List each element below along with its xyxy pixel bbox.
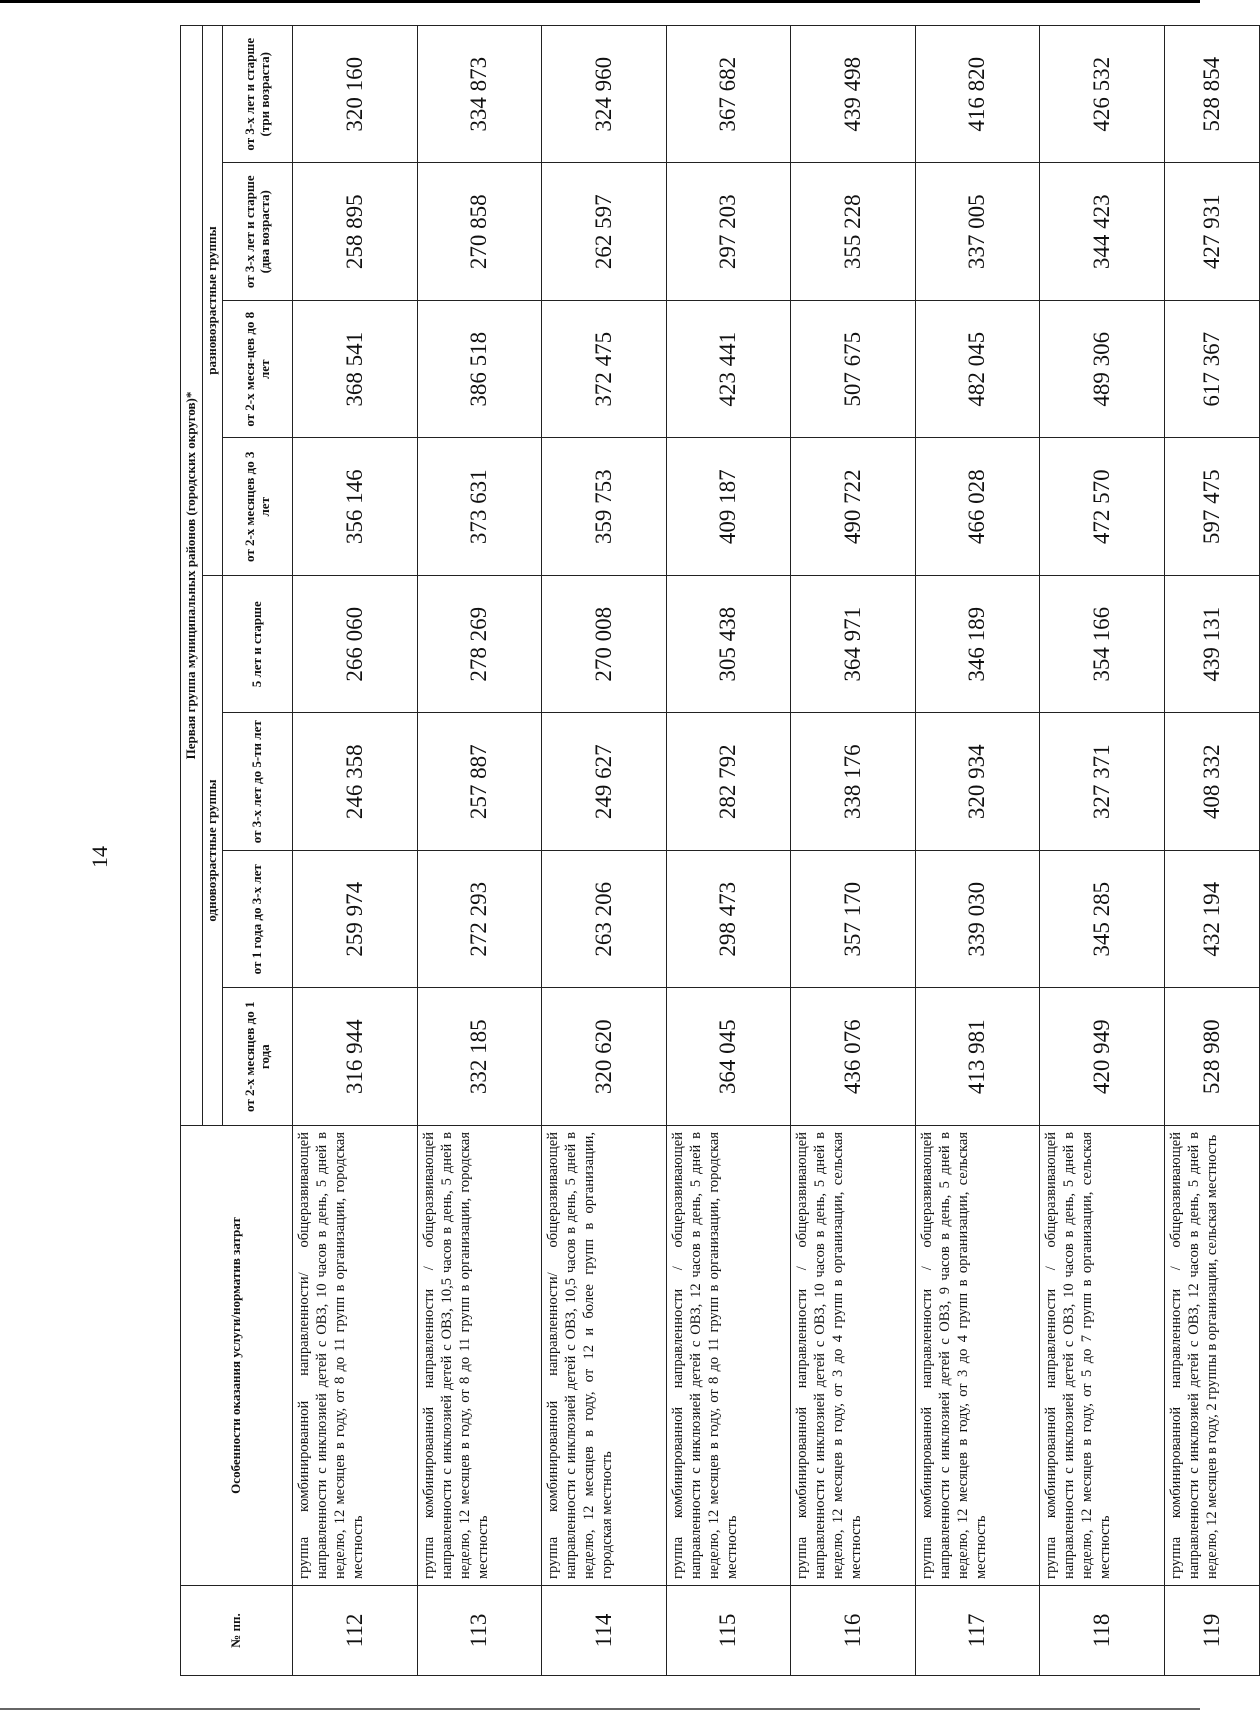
row-description: группа комбинированной направленности/ общеразвивающей направленности с инклюзией детей с ОВЗ, 10,5 часов в день, 5 дней в неделю, 12 месяцев в году, от 12 и более групп в организации, городская местность [542, 1126, 667, 1586]
cost-value-cell: 258 895 [293, 163, 418, 301]
table-row [1040, 26, 1165, 1676]
header-col: от 2-х месяцев до 1 года [223, 988, 293, 1126]
cost-value-cell: 298 473 [666, 851, 791, 989]
table-row [915, 26, 1040, 1676]
table-row [417, 26, 542, 1676]
table-row [542, 26, 667, 1676]
cost-value-cell: 466 028 [915, 438, 1040, 576]
cost-value-cell: 262 597 [542, 163, 667, 301]
cost-value-cell: 246 358 [293, 713, 418, 851]
header-number: № пп. [181, 1586, 293, 1676]
cost-value-cell: 257 887 [417, 713, 542, 851]
cost-value-cell: 334 873 [417, 26, 542, 164]
row-number: 113 [417, 1586, 542, 1676]
cost-value-cell: 507 675 [791, 301, 916, 439]
cost-value-cell: 320 160 [293, 26, 418, 164]
cost-value-cell: 489 306 [1040, 301, 1165, 439]
cost-value-cell: 305 438 [666, 576, 791, 714]
cost-value-cell: 354 166 [1040, 576, 1165, 714]
row-description: группа комбинированной направленности / общеразвивающей направленности с инклюзией детей с ОВЗ, 12 часов в день, 5 дней в неделю, 12 месяцев в году, 2 группы в организации, сельская местность [1164, 1126, 1260, 1586]
cost-value-cell: 339 030 [915, 851, 1040, 989]
cost-value-cell: 372 475 [542, 301, 667, 439]
row-description: группа комбинированной направленности / общеразвивающей направленности с инклюзией детей с ОВЗ, 10,5 часов в день, 5 дней в неделю, 12 месяцев в году, от 8 до 11 групп в организации, городская местность [417, 1126, 542, 1586]
cost-value-cell: 338 176 [791, 713, 916, 851]
cost-value-cell: 413 981 [915, 988, 1040, 1126]
cost-value-cell: 359 753 [542, 438, 667, 576]
cost-value-cell: 263 206 [542, 851, 667, 989]
row-description: группа комбинированной направленности / общеразвивающей направленности с инклюзией детей с ОВЗ, 9 часов в день, 5 дней в неделю, 12 месяцев в году, от 3 до 4 групп в организации, сельская местность [915, 1126, 1040, 1586]
cost-value-cell: 528 980 [1164, 988, 1260, 1126]
cost-value-cell: 420 949 [1040, 988, 1165, 1126]
cost-value-cell: 346 189 [915, 576, 1040, 714]
cost-value-cell: 266 060 [293, 576, 418, 714]
header-col: 5 лет и старше [223, 576, 293, 714]
row-description: группа комбинированной направленности / общеразвивающей направленности с инклюзией детей с ОВЗ, 12 часов в день, 5 дней в неделю, 12 месяцев в году, от 8 до 11 групп в организации, городская местность [666, 1126, 791, 1586]
cost-value-cell: 355 228 [791, 163, 916, 301]
cost-value-cell: 427 931 [1164, 163, 1260, 301]
cost-value-cell: 270 858 [417, 163, 542, 301]
table-row [791, 26, 916, 1676]
header-col: от 3-х лет до 5-ти лет [223, 713, 293, 851]
header-same-age-groups: одновозрастные группы [203, 576, 223, 1126]
cost-value-cell: 356 146 [293, 438, 418, 576]
cost-value-cell: 327 371 [1040, 713, 1165, 851]
cost-value-cell: 436 076 [791, 988, 916, 1126]
cost-value-cell: 297 203 [666, 163, 791, 301]
cost-value-cell: 423 441 [666, 301, 791, 439]
cost-value-cell: 270 008 [542, 576, 667, 714]
cost-value-cell: 332 185 [417, 988, 542, 1126]
cost-value-cell: 528 854 [1164, 26, 1260, 164]
rotated-table-container [180, 26, 1260, 1676]
table-row [293, 26, 418, 1676]
row-number: 112 [293, 1586, 418, 1676]
row-number: 117 [915, 1586, 1040, 1676]
top-rule [0, 0, 1200, 3]
cost-value-cell: 320 620 [542, 988, 667, 1126]
header-col: от 2-х меся-цев до 8 лет [223, 301, 293, 439]
cost-value-cell: 367 682 [666, 26, 791, 164]
row-number: 118 [1040, 1586, 1165, 1676]
cost-value-cell: 345 285 [1040, 851, 1165, 989]
cost-value-cell: 482 045 [915, 301, 1040, 439]
row-description: группа комбинированной направленности / общеразвивающей направленности с инклюзией детей с ОВЗ, 10 часов в день, 5 дней в неделю, 12 месяцев в году, от 3 до 4 групп в организации, сельская местность [791, 1126, 916, 1586]
header-col: от 1 года до 3-х лет [223, 851, 293, 989]
cost-value-cell: 278 269 [417, 576, 542, 714]
row-number: 115 [666, 1586, 791, 1676]
row-number: 114 [542, 1586, 667, 1676]
cost-value-cell: 259 974 [293, 851, 418, 989]
cost-value-cell: 316 944 [293, 988, 418, 1126]
page-number: 14 [87, 846, 112, 868]
cost-value-cell: 324 960 [542, 26, 667, 164]
cost-value-cell: 282 792 [666, 713, 791, 851]
row-description: группа комбинированной направленности / общеразвивающей направленности с инклюзией детей с ОВЗ, 10 часов в день, 5 дней в неделю, 12 месяцев в году, от 5 до 7 групп в организации, сельская местность [1040, 1126, 1165, 1586]
header-description: Особенности оказания услуги/норматив затрат [181, 1126, 293, 1586]
bottom-rule [0, 1708, 1200, 1710]
cost-value-cell: 249 627 [542, 713, 667, 851]
header-group-title: Первая группа муниципальных районов (городских округов)* [181, 26, 203, 1126]
table-row [666, 26, 791, 1676]
cost-value-cell: 357 170 [791, 851, 916, 989]
cost-value-cell: 364 045 [666, 988, 791, 1126]
cost-value-cell: 386 518 [417, 301, 542, 439]
header-col: от 3-х лет и старше (три возраста) [223, 26, 293, 164]
row-number: 116 [791, 1586, 916, 1676]
cost-value-cell: 416 820 [915, 26, 1040, 164]
cost-value-cell: 597 475 [1164, 438, 1260, 576]
cost-value-cell: 432 194 [1164, 851, 1260, 989]
cost-value-cell: 439 498 [791, 26, 916, 164]
cost-value-cell: 337 005 [915, 163, 1040, 301]
cost-value-cell: 344 423 [1040, 163, 1165, 301]
cost-value-cell: 373 631 [417, 438, 542, 576]
cost-value-cell: 472 570 [1040, 438, 1165, 576]
header-mixed-age-groups: разновозрастные группы [203, 26, 223, 576]
cost-value-cell: 320 934 [915, 713, 1040, 851]
cost-value-cell: 439 131 [1164, 576, 1260, 714]
cost-value-cell: 272 293 [417, 851, 542, 989]
cost-value-cell: 409 187 [666, 438, 791, 576]
header-col: от 3-х лет и старше (два возраста) [223, 163, 293, 301]
cost-value-cell: 617 367 [1164, 301, 1260, 439]
cost-value-cell: 408 332 [1164, 713, 1260, 851]
row-description: группа комбинированной направленности/ общеразвивающей направленности с инклюзией детей с ОВЗ, 10 часов в день, 5 дней в неделю, 12 месяцев в году, от 8 до 11 групп в организации, городская местность [293, 1126, 418, 1586]
header-col: от 2-х месяцев до 3 лет [223, 438, 293, 576]
cost-value-cell: 364 971 [791, 576, 916, 714]
table-row [1164, 26, 1260, 1676]
cost-value-cell: 426 532 [1040, 26, 1165, 164]
cost-value-cell: 490 722 [791, 438, 916, 576]
cost-value-cell: 368 541 [293, 301, 418, 439]
row-number: 119 [1164, 1586, 1260, 1676]
cost-norms-table [180, 25, 1260, 1676]
